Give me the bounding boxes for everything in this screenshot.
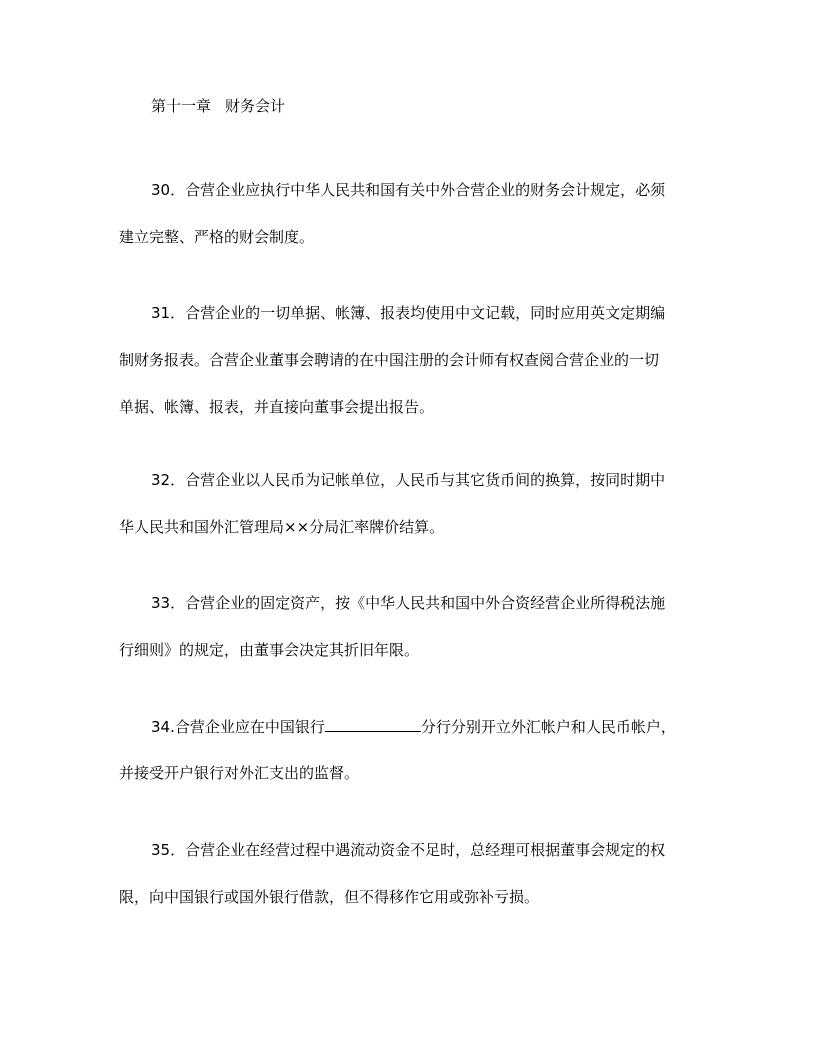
article-34-text-after-blank: 分行分别开立外汇帐户和人民币帐户， [420, 718, 676, 736]
chapter-heading [151, 96, 285, 116]
article-34-line-2: 并接受开户银行对外汇支出的监督。 [119, 764, 360, 782]
article-35-line-2: 限，向中国银行或国外银行借款，但不得移作它用或弥补亏损。 [119, 888, 540, 906]
article-30-line-2: 建立完整、严格的财会制度。 [119, 228, 315, 246]
article-32-line-2: 华人民共和国外汇管理局××分局汇率牌价结算。 [119, 518, 445, 536]
article-31-line-2: 制财务报表。合营企业董事会聘请的在中国注册的会计师有权查阅合营企业的一切 [119, 351, 660, 369]
bank-branch-blank [325, 716, 421, 732]
article-34 [119, 716, 701, 783]
article-33-line-2: 行细则》的规定，由董事会决定其折旧年限。 [119, 641, 420, 659]
article-32 [119, 470, 701, 537]
article-35-line-1: 35．合营企业在经营过程中遇流动资金不足时，总经理可根据董事会规定的权 [151, 841, 666, 859]
chapter-title: 财务会计 [225, 97, 286, 115]
article-34-text-before-blank: 34.合营企业应在中国银行 [151, 718, 325, 736]
article-32-line-1: 32．合营企业以人民币为记帐单位，人民币与其它货币间的换算，按同时期中 [151, 471, 666, 489]
article-31-line-1: 31．合营企业的一切单据、帐簿、报表均使用中文记载，同时应用英文定期编 [151, 304, 666, 322]
article-33-line-1: 33．合营企业的固定资产，按《中华人民共和国中外合资经营企业所得税法施 [151, 594, 666, 612]
article-30-line-1: 30．合营企业应执行中华人民共和国有关中外合营企业的财务会计规定，必须 [151, 181, 666, 199]
chapter-number: 第十一章 [151, 97, 212, 115]
article-30 [119, 180, 701, 247]
article-31 [119, 303, 701, 417]
article-31-line-3: 单据、帐簿、报表，并直接向董事会提出报告。 [119, 398, 435, 416]
article-34-line-1 [119, 716, 701, 736]
article-35 [119, 840, 701, 907]
article-33 [119, 593, 701, 660]
